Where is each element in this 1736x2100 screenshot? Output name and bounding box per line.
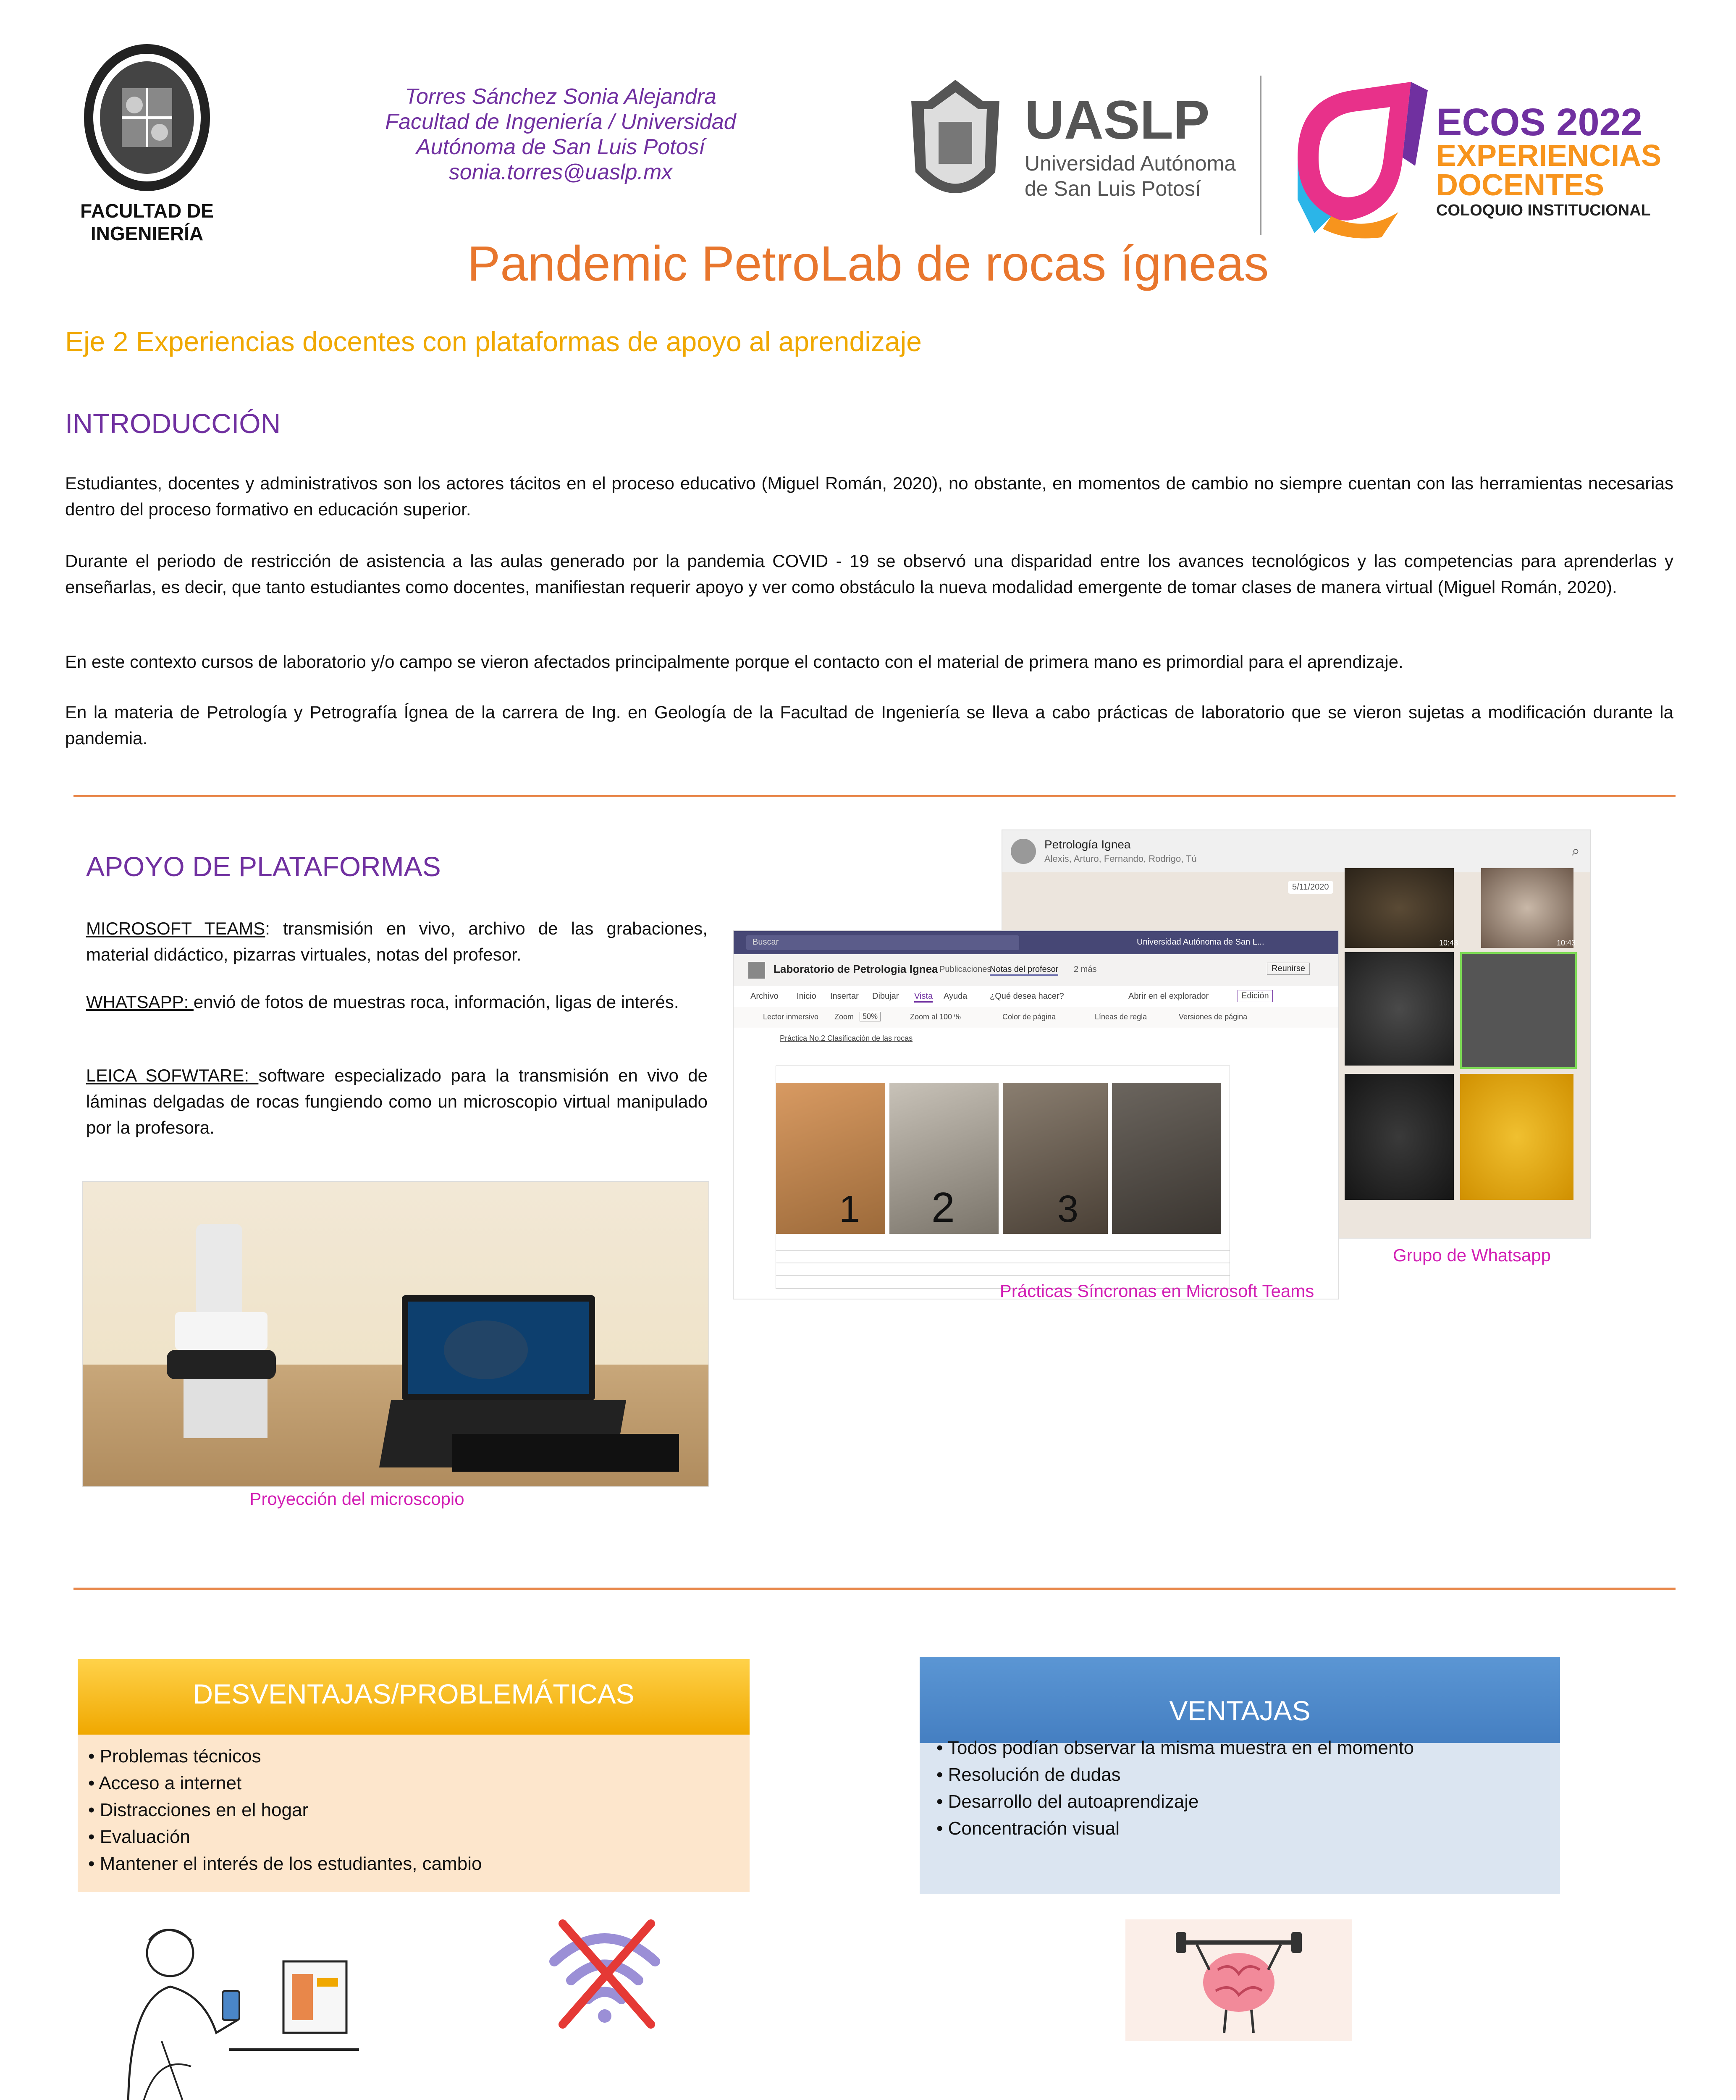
advantages-list: [936, 1735, 1414, 1842]
sample-photo-3: [1003, 1083, 1108, 1234]
group-members: Alexis, Arturo, Fernando, Rodrigo, Tú: [1044, 853, 1197, 864]
brain-illustration: [1125, 1919, 1352, 2041]
intro-paragraph-2: Durante el periodo de restricción de asistencia a las aulas generado por la pandemia COVID - 19 se observó una disparidad entre los avances tecnológicos y las competencias para aprenderlas y enseñarlas, es decir, que tanto estudiantes como docentes, manifiestan requerir apoyo y ver como obstáculo la nueva modalidad emergente de tomar clases de manera virtual (Miguel Román, 2020).: [65, 551, 1673, 597]
ecos-line2: EXPERIENCIAS: [1436, 139, 1662, 173]
list-item: • Evaluación: [88, 1824, 482, 1851]
sample-number-1: 1: [839, 1188, 860, 1230]
caption-whatsapp: Grupo de Whatsapp: [1393, 1245, 1551, 1265]
platforms-heading: APOYO DE PLATAFORMAS: [86, 851, 441, 882]
author-block: [319, 84, 802, 185]
whatsapp-header: [1002, 830, 1590, 872]
rock-photo-6: [1460, 1074, 1573, 1200]
microscope-shape: [158, 1207, 276, 1442]
platform-whatsapp-desc: envió de fotos de muestras roca, información, ligas de interés.: [193, 992, 679, 1012]
photo-time-1: 10:43: [1439, 939, 1458, 947]
tool-item[interactable]: Líneas de regla: [1095, 1013, 1147, 1021]
teams-team-name: Laboratorio de Petrologia Ignea: [774, 963, 938, 975]
ecos-symbol-icon: [1272, 74, 1432, 242]
list-item: • Desarrollo del autoaprendizaje: [936, 1788, 1414, 1815]
rock-photo-5: [1345, 1074, 1454, 1200]
sample-photo-4: [1112, 1083, 1221, 1234]
rock-photo-3: [1345, 952, 1454, 1066]
platform-teams-label: MICROSOFT TEAMS: [86, 919, 265, 938]
sample-number-3: 3: [1057, 1188, 1079, 1230]
author-affiliation-2: Autónoma de San Luis Potosí: [416, 135, 705, 159]
header-divider: [1260, 76, 1261, 235]
group-avatar: [1011, 839, 1036, 864]
teams-open-browser[interactable]: Abrir en el explorador: [1128, 992, 1209, 1001]
uaslp-full-2: de San Luis Potosí: [1025, 177, 1201, 200]
poster-title: Pandemic PetroLab de rocas ígneas: [467, 236, 1269, 291]
teams-menu-bar: [734, 986, 1338, 1007]
platform-teams-text: [86, 916, 708, 968]
platform-whatsapp-label: WHATSAPP:: [86, 992, 194, 1012]
tool-item[interactable]: Lector inmersivo: [763, 1013, 819, 1021]
uaslp-name: UASLP: [1025, 89, 1210, 150]
tool-item[interactable]: Versiones de página: [1179, 1013, 1248, 1021]
uaslp-logo: [899, 76, 1251, 218]
tool-item[interactable]: Zoom: [834, 1013, 854, 1021]
intro-paragraph-1: Estudiantes, docentes y administrativos son los actores tácitos en el proceso educativo (Miguel Román, 2020), no obstante, en momentos de cambio no siempre cuentan con las herramientas necesarias dentro del proceso formativo en educación superior.: [65, 473, 1673, 519]
list-item: • Mantener el interés de los estudiantes, cambio: [88, 1851, 482, 1877]
tool-item[interactable]: 50%: [860, 1012, 881, 1021]
teams-ask-box[interactable]: ¿Qué desea hacer?: [990, 992, 1064, 1001]
search-icon[interactable]: ⌕: [1571, 843, 1580, 859]
teams-search-text: Buscar: [753, 937, 779, 947]
author-email: sonia.torres@uaslp.mx: [448, 160, 673, 184]
menu-item[interactable]: Inicio: [797, 992, 816, 1001]
no-wifi-illustration: [546, 1915, 663, 2033]
menu-item[interactable]: Vista: [914, 992, 933, 1003]
ecos-line1: ECOS 2022: [1436, 101, 1642, 144]
no-wifi-icon: [546, 1915, 663, 2033]
list-item: • Distracciones en el hogar: [88, 1797, 482, 1824]
menu-item[interactable]: Archivo: [750, 992, 779, 1001]
keyboard-shape: [452, 1434, 679, 1472]
intro-paragraph-3: En este contexto cursos de laboratorio y/o campo se vieron afectados principalmente porque el contacto con el material de primera mano es primordial para el aprendizaje.: [65, 652, 1403, 672]
teams-team-avatar: [748, 962, 765, 979]
poster-subtitle: Eje 2 Experiencias docentes con plataformas de apoyo al aprendizaje: [65, 326, 922, 357]
rock-photo-1: [1345, 868, 1454, 948]
sample-photo-2: [889, 1083, 999, 1234]
teams-screenshot: [733, 930, 1339, 1299]
author-affiliation-1: Facultad de Ingeniería / Universidad: [385, 110, 736, 134]
teams-tab-notes[interactable]: Notas del profesor: [990, 965, 1058, 976]
group-name: Petrología Ignea: [1044, 838, 1131, 851]
rock-photo-4: [1460, 952, 1577, 1069]
menu-item[interactable]: Insertar: [830, 992, 859, 1001]
list-item: • Problemas técnicos: [88, 1743, 482, 1770]
faculty-seal-icon: [76, 38, 218, 197]
disadvantages-body: [78, 1735, 750, 1892]
list-item: • Todos podían observar la misma muestra en el momento: [936, 1735, 1414, 1761]
intro-paragraph-4: En la materia de Petrología y Petrografía Ígnea de la carrera de Ing. en Geología de la Facultad de Ingeniería se lleva a cabo prácticas de laboratorio que se vieron sujetas a modificación durante la pandemia.: [65, 702, 1673, 748]
teams-tab-posts[interactable]: Publicaciones: [939, 965, 991, 974]
teams-toolbar: [734, 1007, 1338, 1028]
list-item: • Acceso a internet: [88, 1770, 482, 1797]
faculty-logo: [76, 38, 218, 248]
microscope-photo: [82, 1181, 709, 1487]
ecos-line3: DOCENTES: [1436, 168, 1605, 202]
disadvantages-box: [78, 1659, 750, 1892]
teams-channel-bar: [734, 954, 1338, 986]
student-at-desk-icon: [103, 1915, 363, 2100]
menu-item[interactable]: Dibujar: [872, 992, 899, 1001]
disadvantages-heading: DESVENTAJAS/PROBLEMÁTICAS: [193, 1678, 635, 1709]
disadvantages-list: [88, 1743, 482, 1877]
brain-lifting-icon: [1125, 1919, 1352, 2041]
platform-teams-desc: : transmisión en vivo, archivo de las grabaciones, material didáctico, pizarras virtuales, notas del profesor.: [86, 919, 708, 964]
author-name: Torres Sánchez Sonia Alejandra: [405, 84, 716, 109]
caption-teams: Prácticas Síncronas en Microsoft Teams: [999, 1281, 1314, 1301]
uaslp-seal-icon: [899, 76, 1012, 218]
tool-item[interactable]: Zoom al 100 %: [910, 1013, 961, 1021]
uaslp-full-1: Universidad Autónoma: [1025, 152, 1236, 175]
ecos-logo: [1272, 74, 1676, 242]
teams-search-bar[interactable]: [746, 935, 1019, 950]
faculty-logo-text-2: INGENIERÍA: [90, 223, 204, 244]
sample-number-2: 2: [931, 1184, 955, 1231]
sample-photo-1: [776, 1083, 885, 1234]
student-computer-illustration: [103, 1915, 363, 2100]
platform-leica-text: [86, 1063, 708, 1141]
advantages-heading: VENTAJAS: [1169, 1695, 1311, 1726]
ecos-line4: COLOQUIO INSTITUCIONAL: [1436, 202, 1651, 219]
caption-microscope: Proyección del microscopio: [249, 1489, 464, 1509]
list-item: • Concentración visual: [936, 1815, 1414, 1842]
teams-edit-button[interactable]: Edición: [1238, 990, 1273, 1002]
disadvantages-header: [78, 1659, 750, 1735]
intro-heading: INTRODUCCIÓN: [65, 408, 281, 439]
section-divider-2: [73, 1588, 1676, 1590]
tool-item[interactable]: Color de página: [1002, 1013, 1056, 1021]
teams-page-title: Práctica No.2 Clasificación de las rocas: [780, 1034, 913, 1042]
teams-meet-button[interactable]: Reunirse: [1267, 963, 1310, 975]
photo-time-2: 10:43: [1557, 939, 1576, 947]
list-item: • Resolución de dudas: [936, 1761, 1414, 1788]
advantages-box: [920, 1657, 1560, 1894]
platform-leica-label: LEICA SOFWTARE:: [86, 1066, 259, 1085]
menu-item[interactable]: Ayuda: [944, 992, 968, 1001]
platform-leica-desc: software especializado para la transmisión en vivo de láminas delgadas de rocas fungiendo como un microscopio virtual manipulado por la profesora.: [86, 1066, 708, 1137]
platform-whatsapp-text: [86, 989, 708, 1015]
rock-photo-2: [1481, 868, 1573, 948]
teams-tab-more[interactable]: 2 más: [1074, 965, 1097, 974]
teams-sample-table: [776, 1066, 1230, 1289]
faculty-logo-text-1: FACULTAD DE: [80, 200, 214, 222]
chat-date: 5/11/2020: [1288, 881, 1333, 894]
advantages-body: [920, 1738, 1560, 1894]
section-divider-1: [73, 795, 1676, 797]
teams-title-bar: [734, 931, 1338, 954]
teams-university: Universidad Autónoma de San L...: [1137, 937, 1264, 947]
